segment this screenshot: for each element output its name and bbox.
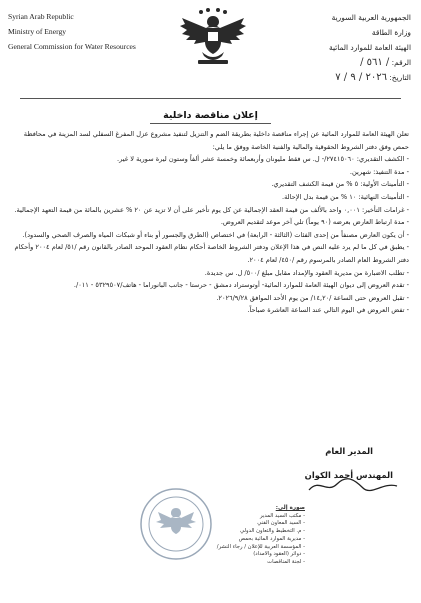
announcement-body xyxy=(12,128,409,317)
item-deadline: - تقبل العروض حتى الساعة /١٤,٢٠/ من يوم الأحد الموافق ٢٠٢٦/٩/٢٨. xyxy=(216,293,409,302)
copy-recipient: - المؤسسة العربية للإعلان / رجاء النشر/ xyxy=(216,543,305,550)
copies-list xyxy=(217,505,305,567)
signature-title: المدير العام xyxy=(325,446,373,456)
header-en-commission: General Commission for Water Resources xyxy=(8,42,136,51)
item-offer-validity: - مدة ارتباط العارض بعرضه (٩٠ يوماً) تلي آخر موعد لتقديم العروض. xyxy=(220,218,409,227)
copy-recipient: - م. التخطيط والتعاون الدولي xyxy=(240,528,305,535)
announcement-title: إعلان مناقصة داخلية xyxy=(163,110,258,121)
reference-value: / ٥٦١ / xyxy=(360,57,390,68)
item-classification: - أن يكون العارض مصنفاً من إحدى الفئات (الثالثة - الرابعة) في اختصاص (الطرق والجسور أو بناء أو شبكات المياه والصرف الصحي والسدود). xyxy=(22,230,409,239)
reference-number xyxy=(329,55,411,70)
item-delay-penalty: - غرامات التأخير: ٠,٠٠١ واحد بالألف من قيمة العقد الإجمالية عن كل يوم تأخير على أن لا تزيد عن ٢٠ % عشرين بالمائة من قيمة التعهد الإجمالية. xyxy=(14,205,409,214)
copy-recipient: - مكتب السيد المدير xyxy=(259,512,305,519)
date-value: ٢٠٢٦ / ٩ / ٧ xyxy=(335,72,387,83)
item-estimate: - الكشف التقديري: ٢٧٤١٥٠٦٠/- ل. س فقط مليونان وأربعمائة وخمسة عشر ألفاً وستون ليرة سورية لا غير. xyxy=(116,155,409,164)
copies-heading: صورة إلى: xyxy=(275,505,305,511)
header-ar-commission: الهيئة العامة للموارد المائية xyxy=(328,43,411,52)
copy-recipient: - دوائر (العقود والامداد) xyxy=(253,551,305,558)
header-ar-ministry: وزارة الطاقة xyxy=(371,28,411,37)
item-duration: - مدة التنفيذ: شهرين. xyxy=(349,167,409,176)
handwritten-signature xyxy=(305,476,401,496)
intro-paragraph: تعلن الهيئة العامة للموارد المائية عن إجراء مناقصة داخلية بطريقة الضم و التنزيل لتنفيذ مشروع عزل المفرغ السفلي لسد المزينة في محافظة حمص وفق دفتر الشروط الحقوقية والمالية والفنية الخاصة ووفق ما يلي: xyxy=(23,130,409,151)
header-en-country: Syrian Arab Republic xyxy=(8,12,74,21)
item-opening: - تفض العروض في اليوم التالي عند الساعة العاشرة صباحاً. xyxy=(247,306,409,315)
syrian-eagle-emblem xyxy=(178,6,248,70)
title-underline xyxy=(150,123,271,124)
item-file-fee: - تطلب الاضبارة من مديرية العقود والإمداد مقابل مبلغ /٥٠٠/ ل. س جديدة. xyxy=(204,268,409,277)
item-final-deposit: - التأمينات النهائية: ١٠ % من قيمة بدل الإحالة. xyxy=(282,192,409,201)
header-en-ministry: Ministry of Energy xyxy=(8,27,67,36)
header-divider xyxy=(20,98,401,99)
reference-label: الرقم: xyxy=(391,58,411,67)
copy-recipient: - مديرية الموارد المائية بحمص xyxy=(238,535,305,542)
item-applicable-law: - يطبق في كل ما لم يرد عليه النص في هذا الإعلان ودفتر الشروط الخاصة أحكام نظام العقود الموحد الصادر بالقانون رقم /٥١/ لعام ٢٠٠٤ وأحكام دفتر الشروط العام الصادر بالمرسوم رقم /٤٥٠/ لعام ٢٠٠٤. xyxy=(14,243,409,264)
item-initial-deposit: - التأمينات الأولية: ٥ % من قيمة الكشف التقديري. xyxy=(271,180,409,189)
arabic-header xyxy=(329,10,411,85)
official-stamp xyxy=(138,486,214,562)
document-date xyxy=(329,70,411,85)
header-ar-country: الجمهورية العربية السورية xyxy=(331,13,411,22)
copy-recipient: - السيد المعاون الفني xyxy=(257,520,305,527)
signature-name: المهندس أحمد الكوان xyxy=(304,470,393,480)
item-submission-address: - تقدم العروض إلى ديوان الهيئة العامة للموارد المائية- أوتوستراد دمشق - حرستا - جانب البانوراما - هاتف/٥٣٢٩٥٠٧ - ٠١١/. xyxy=(73,281,409,290)
english-header xyxy=(8,9,136,54)
copy-recipient: - لجنة المناقصات xyxy=(267,558,305,565)
date-label: التاريخ: xyxy=(389,73,411,82)
